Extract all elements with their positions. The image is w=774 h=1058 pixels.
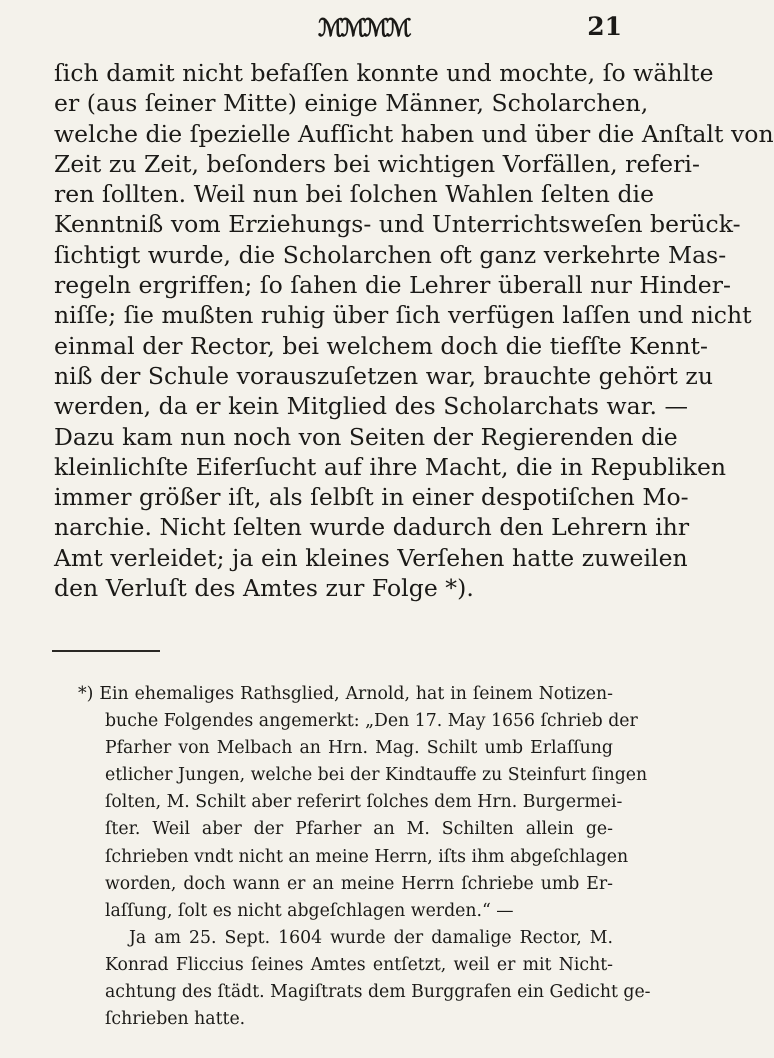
footnote-line: Konrad Fliccius ſeines Amtes entſetzt, weil er mit Nicht-	[105, 954, 613, 975]
text-line: niſſe; ſie mußten ruhig über ſich verfügen laſſen und nicht	[54, 301, 752, 330]
header-ornament: ℳℳℳℳ	[318, 13, 409, 42]
footnote-line: laſſung, ſolt es nicht abgeſchlagen werden.“ —	[105, 900, 514, 921]
footnote-line: achtung des ſtädt. Magiſtrats dem Burggrafen ein Gedicht ge-	[105, 982, 651, 1003]
text-line: ſichtigt wurde, die Scholarchen oft ganz verkehrte Mas-	[54, 240, 727, 269]
footnote-line: worden, doch wann er an meine Herrn ſchriebe umb Er-	[105, 873, 613, 894]
footnote-line	[78, 681, 613, 708]
footnote-line: ſter. Weil aber der Pfarher an M. Schilten allein ge-	[105, 819, 613, 840]
text-line: niß der Schule vorauszuſetzen war, brauchte gehört zu	[54, 361, 714, 390]
footnote-line: etlicher Jungen, welche bei der Kindtauffe zu Steinfurt ſingen	[105, 765, 648, 786]
text-line: den Verluſt des Amtes zur Folge *).	[54, 574, 474, 603]
text-line: kleinlichſte Eiferſucht auf ihre Macht, die in Republiken	[54, 452, 727, 481]
text-line: Kenntniß vom Erziehungs- und Unterrichtsweſen berück-	[54, 210, 741, 239]
text-line: ren ſollten. Weil nun bei ſolchen Wahlen ſelten die	[54, 180, 655, 209]
text-line: narchie. Nicht ſelten wurde dadurch den Lehrern ihr	[54, 513, 690, 542]
page-number: 21	[587, 12, 622, 41]
main-text-block	[54, 58, 774, 603]
text-line: werden, da er kein Mitglied des Scholarchats war. —	[54, 392, 689, 421]
text-line: immer größer iſt, als ſelbſt in einer despotiſchen Mo-	[54, 483, 689, 512]
footnote-line: ſchrieben vndt nicht an meine Herrn, iſts ihm abgeſchlagen	[105, 846, 629, 867]
footnote-line: Ja am 25. Sept. 1604 wurde der damalige Rector, M.	[129, 927, 613, 948]
footnote-marker: *)	[78, 684, 94, 704]
footnote-line: ſolten, M. Schilt aber referirt ſolches dem Hrn. Burgermei-	[105, 792, 623, 813]
footnote-block	[78, 681, 651, 1033]
text-line: Zeit zu Zeit, beſonders bei wichtigen Vorfällen, referi-	[54, 149, 700, 178]
footnote-line: buche Folgendes angemerkt: „Den 17. May 1656 ſchrieb der	[105, 711, 638, 732]
text-line: Amt verleidet; ja ein kleines Verſehen hatte zuweilen	[54, 543, 688, 572]
text-line: regeln ergriffen; ſo ſahen die Lehrer überall nur Hinder-	[54, 271, 731, 300]
text-line: ſich damit nicht befaſſen konnte und mochte, ſo wählte	[54, 59, 714, 87]
footnote-line: Pfarher von Melbach an Hrn. Mag. Schilt umb Erlaſſung	[105, 738, 613, 759]
footnote-line: ſchrieben hatte.	[105, 1009, 246, 1030]
footnote-line-text: Ein ehemaliges Rathsglied, Arnold, hat in ſeinem Notizen-	[99, 684, 613, 704]
footnote-divider	[52, 650, 160, 652]
text-line: welche die ſpezielle Aufſicht haben und über die Anſtalt von	[54, 119, 774, 148]
text-line: er (aus ſeiner Mitte) einige Männer, Scholarchen,	[54, 89, 649, 118]
text-line: Dazu kam nun noch von Seiten der Regierenden die	[54, 422, 678, 451]
text-line: einmal der Rector, bei welchem doch die tiefſte Kennt-	[54, 331, 709, 360]
